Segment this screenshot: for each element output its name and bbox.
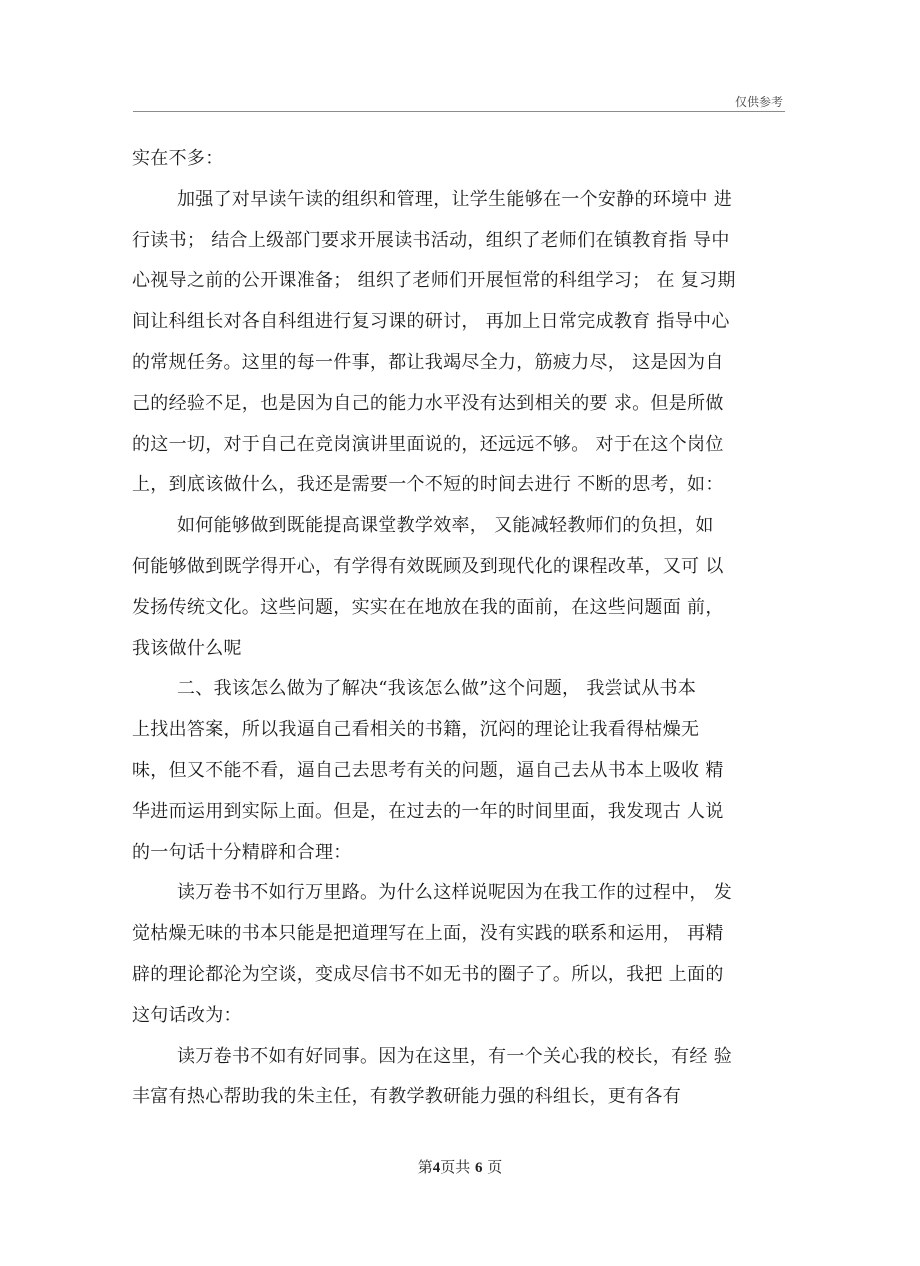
- text-line: 行读书； 结合上级部门要求开展读书活动，组织了老师们在镇教育指 导中: [132, 229, 730, 251]
- paragraph-start-line: 加强了对早读午读的组织和管理，让学生能够在一个安静的环境中 进: [177, 188, 733, 210]
- text-line: 发扬传统文化。这些问题，实实在在地放在我的面前，在这些问题面 前，: [132, 596, 724, 618]
- footer-suffix: 页: [482, 1158, 503, 1176]
- page-number-footer: [0, 1156, 920, 1177]
- text-line: 的一句话十分精辟和合理：: [132, 841, 352, 863]
- text-line: 实在不多：: [132, 148, 224, 169]
- text-line: 丰富有热心帮助我的朱主任，有教学教研能力强的科组长，更有各有: [132, 1086, 681, 1108]
- text-line: 华进而运用到实际上面。但是，在过去的一年的时间里面，我发现古 人说: [132, 800, 724, 822]
- text-line: 的这一切，对于自己在竞岗演讲里面说的，还远远不够。 对于在这个岗位: [132, 433, 724, 455]
- text-line: 己的经验不足，也是因为自己的能力水平没有达到相关的要 求。但是所做: [132, 392, 724, 414]
- paragraph-start-line: 读万卷书不如有好同事。因为在这里，有一个关心我的校长，有经 验: [177, 1045, 733, 1067]
- paragraph-start-line: 二、我该怎么做为了解决“我该怎么做”这个问题， 我尝试从书本: [177, 678, 697, 700]
- paragraph-start-line: 如何能够做到既能提高课堂教学效率， 又能减轻教师们的负担，如: [177, 515, 714, 537]
- text-line: 辟的理论都沦为空谈，变成尽信书不如无书的圈子了。所以，我把 上面的: [132, 963, 724, 985]
- text-line: 味，但又不能不看，逼自己去思考有关的问题，逼自己去从书本上吸收 精: [132, 759, 724, 781]
- header-divider: [133, 111, 785, 112]
- total-page-count: 6: [475, 1160, 483, 1176]
- paragraph-start-line: 读万卷书不如行万里路。为什么这样说呢因为在我工作的过程中， 发: [177, 882, 733, 904]
- text-line: 这句话改为：: [132, 1004, 242, 1026]
- text-line: 上找出答案，所以我逼自己看相关的书籍，沉闷的理论让我看得枯燥无: [132, 719, 700, 741]
- current-page-number: 4: [432, 1160, 441, 1176]
- text-line: 上，到底该做什么，我还是需要一个不短的时间去进行 不断的思考，如：: [132, 474, 724, 496]
- text-line: 的常规任务。这里的每一件事，都让我竭尽全力，筋疲力尽， 这是因为自: [132, 351, 724, 373]
- document-body: [132, 139, 784, 1118]
- header-label: 仅供参考: [734, 95, 783, 109]
- text-line: 我该做什么呢: [132, 637, 242, 659]
- text-line: 间让科组长对各自科组进行复习课的研讨， 再加上日常完成教育 指导中心: [132, 311, 730, 333]
- footer-prefix: 第: [417, 1158, 433, 1176]
- text-line: 何能够做到既学得开心，有学得有效既顾及到现代化的课程改革，又可 以: [132, 555, 724, 577]
- text-line: 觉枯燥无味的书本只能是把道理写在上面，没有实践的联系和运用， 再精: [132, 923, 724, 945]
- footer-middle: 页共: [440, 1158, 475, 1176]
- text-line: 心视导之前的公开课准备； 组织了老师们开展恒常的科组学习； 在 复习期: [132, 270, 736, 292]
